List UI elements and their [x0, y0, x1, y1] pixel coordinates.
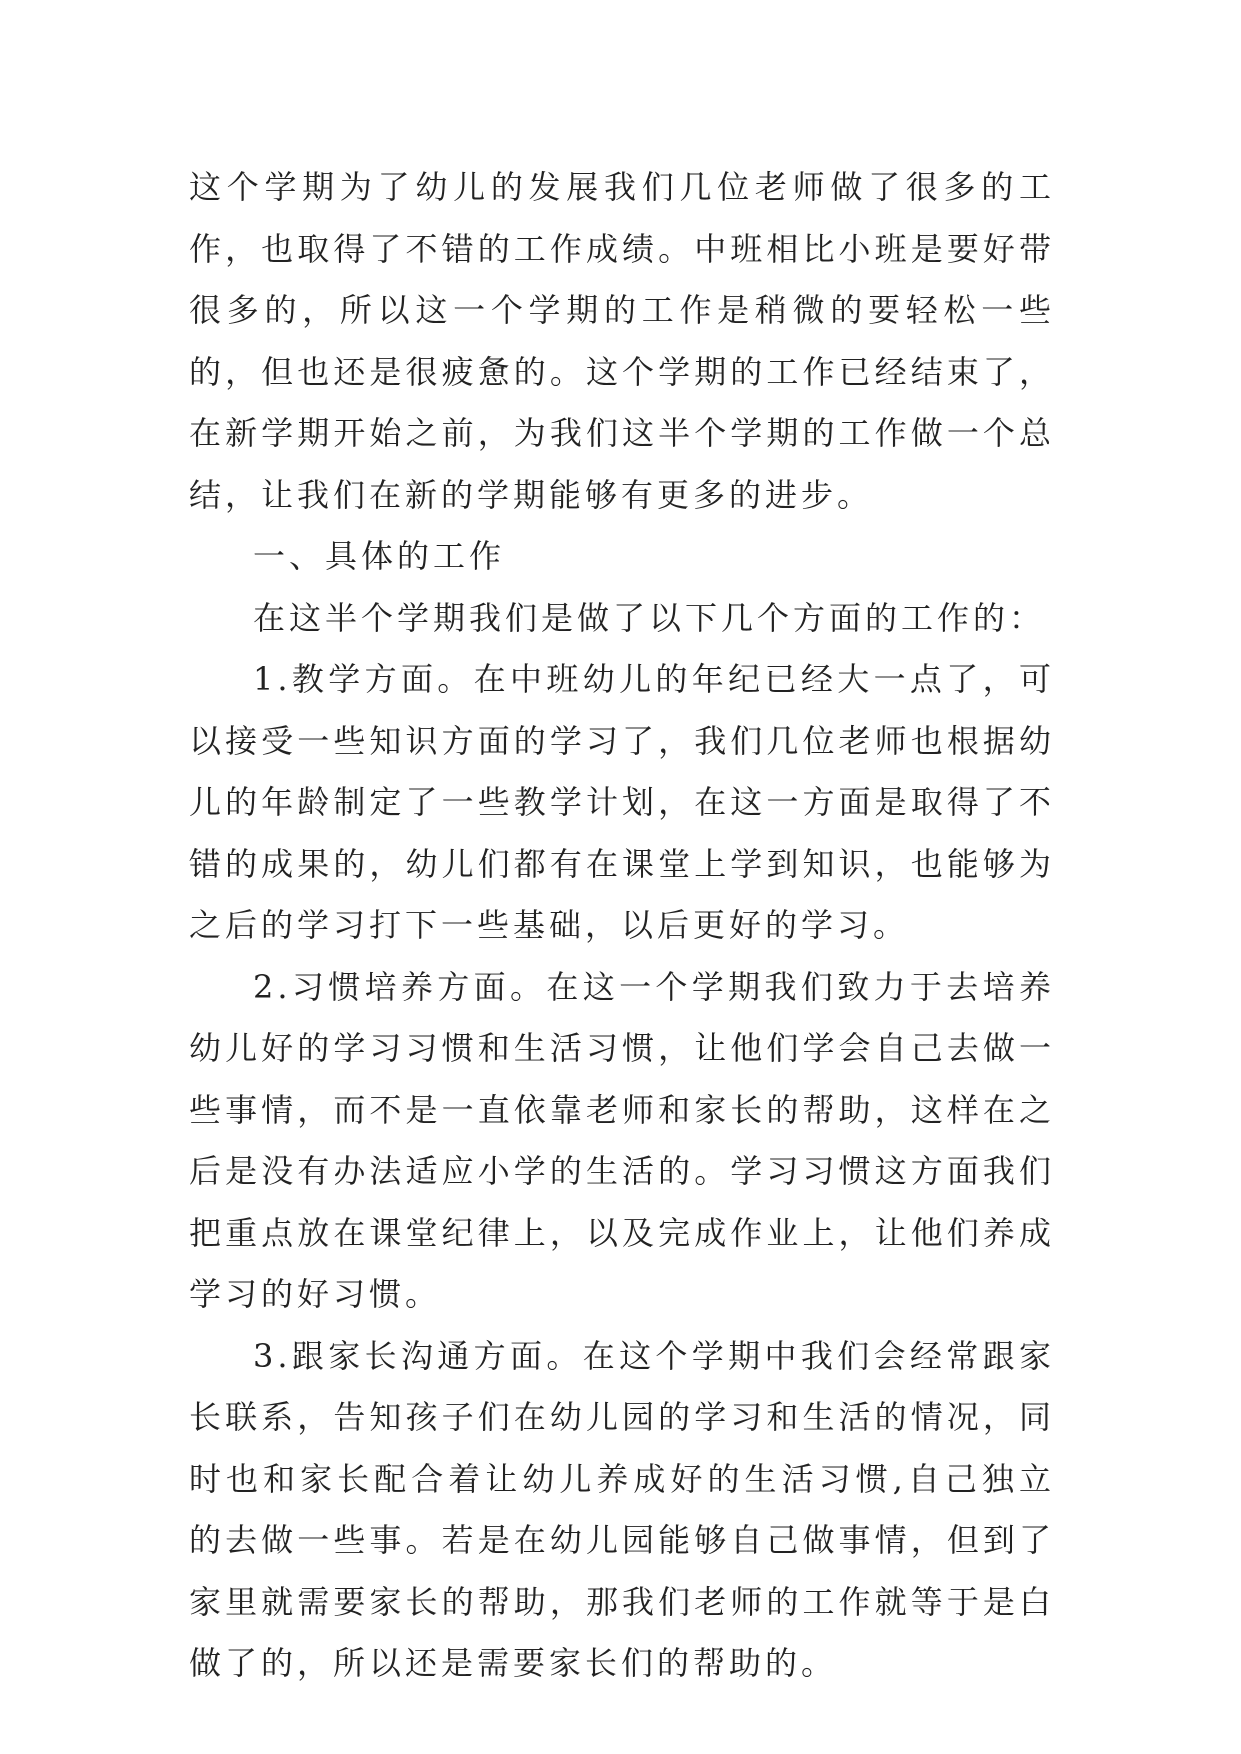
intro-paragraph: 这个学期为了幼儿的发展我们几位老师做了很多的工作，也取得了不错的工作成绩。中班相比小班是要好带很多的，所以这一个学期的工作是稍微的要轻松一些的，但也还是很疲惫的。这个学期的工作已经结束了，在新学期开始之前，为我们这半个学期的工作做一个总结，让我们在新的学期能够有更多的进步。 — [189, 168, 1055, 514]
section-lead-paragraph: 在这半个学期我们是做了以下几个方面的工作的： — [253, 598, 1046, 637]
teaching-paragraph: 1.教学方面。在中班幼儿的年纪已经大一点了，可以接受一些知识方面的学习了，我们几位老师也根据幼儿的年龄制定了一些教学计划，在这一方面是取得了不错的成果的，幼儿们都有在课堂上学到知识，也能够为之后的学习打下一些基础，以后更好的学习。 — [189, 660, 1055, 944]
parent-communication-paragraph: 3.跟家长沟通方面。在这个学期中我们会经常跟家长联系，告知孩子们在幼儿园的学习和生活的情况，同时也和家长配合着让幼儿养成好的生活习惯,自己独立的去做一些事。若是在幼儿园能够自己做事情，但到了家里就需要家长的帮助，那我们老师的工作就等于是白做了的，所以还是需要家长们的帮助的。 — [189, 1336, 1055, 1682]
section-heading: 一、具体的工作 — [253, 537, 506, 575]
document-body — [189, 157, 1055, 1695]
habit-paragraph: 2.习惯培养方面。在这一个学期我们致力于去培养幼儿好的学习习惯和生活习惯，让他们学会自己去做一些事情，而不是一直依靠老师和家长的帮助，这样在之后是没有办法适应小学的生活的。学习习惯这方面我们把重点放在课堂纪律上，以及完成作业上，让他们养成学习的好习惯。 — [189, 967, 1055, 1313]
